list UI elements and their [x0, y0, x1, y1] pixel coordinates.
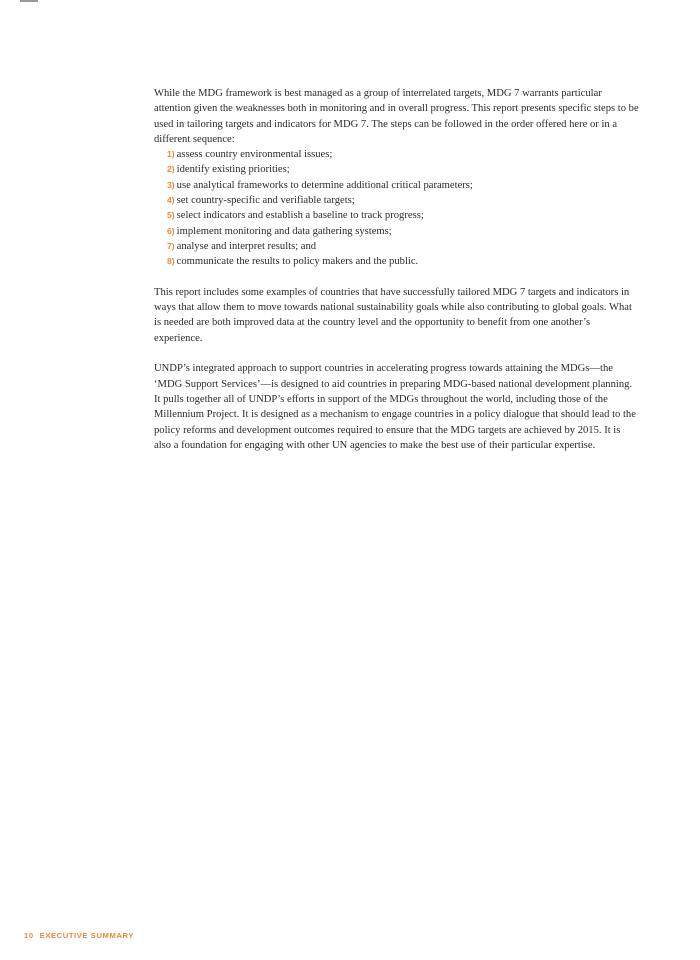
section-title: EXECUTIVE SUMMARY	[39, 931, 134, 940]
step-number: 1)	[167, 149, 175, 160]
step-number: 7)	[167, 240, 175, 251]
examples-paragraph: This report includes some examples of countries that have successfully tailored MDG 7 targets and indicators in ways that allow them to move towards national sustainability goals while also contributing to global goals. What is needed are both improved data at the country level and the opportunity to benefit from one another’s experience.	[154, 286, 632, 344]
intro-text: While the MDG framework is best managed as a group of interrelated targets, MDG 7 warrants particular attention given the weaknesses both in monitoring and in overall progress. This report presents specific steps to be used in tailoring targets and indicators for MDG 7. The steps can be followed in the order offered here or in a different sequence:	[154, 88, 639, 145]
step-text: analyse and interpret results; and	[176, 240, 317, 252]
steps-list	[154, 147, 640, 269]
page-footer	[24, 931, 134, 940]
step-item	[167, 193, 640, 208]
step-text: use analytical frameworks to determine additional critical parameters;	[176, 179, 473, 191]
page-number: 10	[24, 931, 34, 940]
step-number: 3)	[167, 179, 175, 190]
step-number: 5)	[167, 210, 175, 221]
step-item	[167, 178, 640, 193]
corner-crop-mark	[20, 0, 38, 2]
step-item	[167, 208, 640, 223]
report-body	[154, 86, 640, 468]
step-text: select indicators and establish a baseline to track progress;	[176, 210, 424, 222]
step-text: communicate the results to policy makers and the public.	[176, 256, 419, 268]
step-item	[167, 239, 640, 254]
step-number: 6)	[167, 225, 175, 236]
step-text: set country-specific and verifiable targets;	[176, 195, 355, 207]
intro-paragraph	[154, 86, 640, 147]
step-item	[167, 254, 640, 269]
step-text: implement monitoring and data gathering systems;	[176, 225, 392, 237]
step-number: 2)	[167, 164, 175, 175]
step-text: assess country environmental issues;	[176, 149, 333, 161]
step-number: 4)	[167, 195, 175, 206]
step-item	[167, 162, 640, 177]
step-number: 8)	[167, 256, 175, 267]
undp-approach-paragraph: UNDP’s integrated approach to support countries in accelerating progress towards attaining the MDGs—the ‘MDG Support Services’—is designed to aid countries in preparing MDG-based national development planning. It pulls together all of UNDP’s efforts in support of the MDGs throughout the world, including those of the Millennium Project. It is designed as a mechanism to engage countries in a policy dialogue that should lead to the policy reforms and development outcomes required to ensure that the MDG targets are achieved by 2015. It is also a foundation for engaging with other UN agencies to make the best use of their particular expertise.	[154, 363, 636, 451]
step-text: identify existing priorities;	[176, 164, 290, 176]
step-item	[167, 147, 640, 162]
step-item	[167, 224, 640, 239]
